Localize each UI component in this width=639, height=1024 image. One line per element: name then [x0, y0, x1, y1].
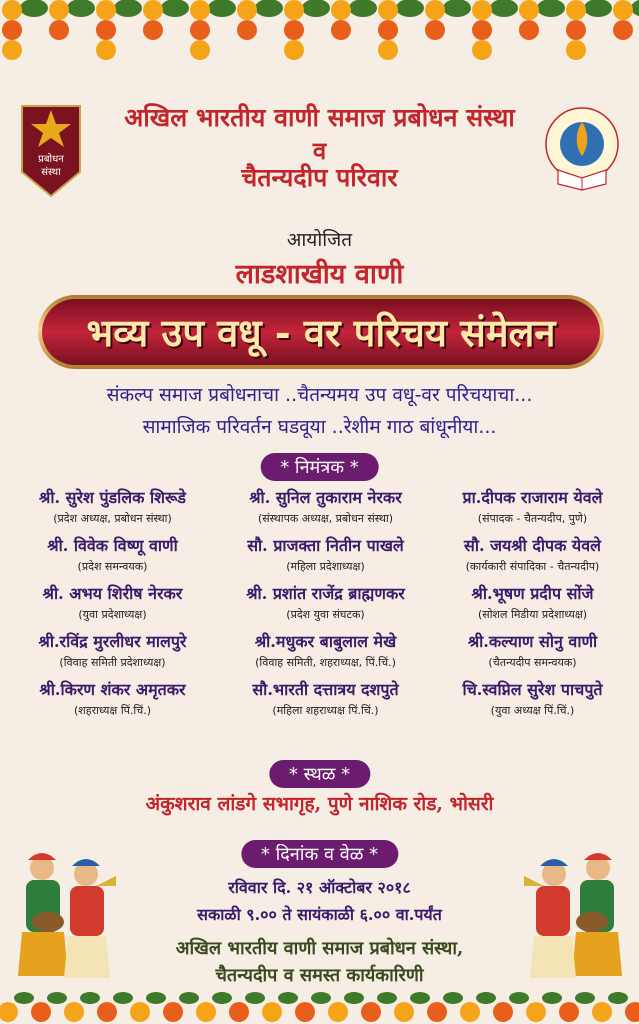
- marigold-flower: [613, 20, 633, 40]
- garland-leaf: [349, 0, 377, 17]
- inviter-role: (शहराध्यक्ष पिं.चिं.): [73, 704, 152, 717]
- garland-leaf: [113, 992, 133, 1004]
- inviter-name: श्री.किरण शंकर अमृतकर: [39, 680, 186, 699]
- marigold-flower: [0, 1002, 18, 1022]
- footer-line-2: चैतन्यदीप व समस्त कार्यकारिणी: [215, 965, 424, 986]
- garland-leaf: [509, 992, 529, 1004]
- marigold-flower: [526, 1002, 546, 1022]
- marigold-flower: [284, 40, 304, 60]
- marigold-flower: [331, 0, 351, 20]
- inviter-role: (युवा अध्यक्ष पिं.चिं.): [490, 704, 575, 717]
- marigold-flower: [472, 20, 492, 40]
- musicians-illustration-left: [8, 846, 118, 986]
- inviter-item: [219, 581, 432, 629]
- inviter-name: श्री. अभय शिरीष नेरकर: [42, 584, 183, 603]
- inviter-role: (महिला प्रदेशाध्यक्ष): [286, 560, 365, 573]
- garland-leaf: [67, 0, 95, 17]
- inviter-name: सौ. प्राजक्ता नितीन पाखले: [247, 536, 404, 555]
- marigold-flower: [613, 0, 633, 20]
- marigold-flower: [97, 1002, 117, 1022]
- event-title: भव्य उप वधू - वर परिचय संमेलन: [86, 310, 556, 355]
- tagline-1: संकल्प समाज प्रबोधनाचा ..चैतन्यमय उप वधू-वर परिचयाचा...: [106, 384, 533, 406]
- garland-leaf: [208, 0, 236, 17]
- marigold-flower: [2, 20, 22, 40]
- marigold-flower: [378, 20, 398, 40]
- marigold-flower: [284, 20, 304, 40]
- footer-line-1: अखिल भारतीय वाणी समाज प्रबोधन संस्था,: [175, 938, 464, 959]
- inviter-name: सौ. जयश्री दीपक येवले: [464, 536, 601, 555]
- marigold-flower: [427, 1002, 447, 1022]
- venue-heading: * स्थळ *: [269, 760, 370, 788]
- marigold-flower: [378, 40, 398, 60]
- marigold-flower: [96, 20, 116, 40]
- conjunction-text: व: [312, 136, 327, 165]
- marigold-flower: [328, 1002, 348, 1022]
- marigold-flower: [190, 40, 210, 60]
- inviter-item: [219, 485, 432, 533]
- event-title-banner-inner: [42, 299, 600, 365]
- marigold-flower: [163, 1002, 183, 1022]
- inviter-role: (कार्यकारी संपादिका - चैतन्यदीप): [465, 560, 600, 573]
- garland-leaf: [302, 0, 330, 17]
- inviter-item: [432, 533, 633, 581]
- marigold-flower: [425, 0, 445, 20]
- inviter-item: [219, 677, 432, 725]
- garland-leaf: [311, 992, 331, 1004]
- marigold-flower: [361, 1002, 381, 1022]
- garland-leaf: [278, 992, 298, 1004]
- garland-leaf: [146, 992, 166, 1004]
- marigold-garland-bottom: [0, 984, 639, 1024]
- marigold-flower: [143, 0, 163, 20]
- community-name: लाडशाखीय वाणी: [235, 259, 404, 290]
- marigold-flower: [566, 40, 586, 60]
- marigold-flower: [566, 20, 586, 40]
- inviter-name: चि.स्वप्निल सुरेश पाचपुते: [462, 680, 603, 699]
- marigold-flower: [472, 0, 492, 20]
- marigold-flower: [592, 1002, 612, 1022]
- marigold-flower: [196, 1002, 216, 1022]
- inviter-role: (महिला शहराध्यक्ष पिं.चिं.): [272, 704, 379, 717]
- inviter-item: [219, 533, 432, 581]
- garland-leaf: [608, 992, 628, 1004]
- organization-name: अखिल भारतीय वाणी समाज प्रबोधन संस्था: [124, 103, 515, 132]
- marigold-flower: [394, 1002, 414, 1022]
- marigold-flower: [49, 0, 69, 20]
- inviter-role: (प्रदेश समन्वयक): [77, 560, 148, 573]
- marigold-flower: [190, 0, 210, 20]
- logo-left-text-2: संस्था: [41, 167, 61, 178]
- inviter-name: श्री.रविंद्र मुरलीधर मालपुरे: [38, 632, 187, 651]
- inviter-role: (सोशल मिडीया प्रदेशाध्यक्ष): [477, 608, 588, 621]
- inviter-role: (संपादक - चैतन्यदीप, पुणे): [477, 512, 588, 525]
- marigold-flower: [237, 0, 257, 20]
- marigold-flower: [96, 40, 116, 60]
- marigold-flower: [2, 0, 22, 20]
- garland-leaf: [161, 0, 189, 17]
- marigold-flower: [519, 0, 539, 20]
- marigold-flower: [49, 20, 69, 40]
- garland-leaf: [179, 992, 199, 1004]
- marigold-flower: [559, 1002, 579, 1022]
- marigold-flower: [566, 0, 586, 20]
- musicians-illustration-right: [522, 846, 632, 986]
- tagline-2: सामाजिक परिवर्तन घडवूया ..रेशीम गाठ बांधूनीया...: [142, 416, 497, 438]
- event-time: सकाळी ९.०० ते सायंकाळी ६.०० वा.पर्यंत: [197, 905, 442, 924]
- inviter-role: (विवाह समिती, शहराध्यक्ष, पिं.चिं.): [255, 656, 396, 669]
- inviter-role: (विवाह समिती प्रदेशाध्यक्ष): [59, 656, 166, 669]
- marigold-flower: [229, 1002, 249, 1022]
- inviter-role: (प्रदेश अध्यक्ष, प्रबोधन संस्था): [53, 512, 172, 525]
- marigold-flower: [295, 1002, 315, 1022]
- inviter-name: श्री. प्रशांत राजेंद्र ब्राह्मणकर: [246, 584, 405, 603]
- marigold-flower: [460, 1002, 480, 1022]
- inviter-name: श्री. विवेक विष्णू वाणी: [47, 536, 178, 555]
- garland-leaf: [584, 0, 612, 17]
- garland-leaf: [443, 0, 471, 17]
- inviters-heading: * निमंत्रक *: [260, 453, 379, 481]
- inviter-name: श्री.मधुकर बाबुलाल मेखे: [254, 632, 397, 651]
- inviter-item: [432, 485, 633, 533]
- garland-leaf: [14, 992, 34, 1004]
- inviter-item: [432, 581, 633, 629]
- garland-leaf: [344, 992, 364, 1004]
- garland-leaf: [245, 992, 265, 1004]
- inviter-item: [6, 485, 219, 533]
- garland-leaf: [114, 0, 142, 17]
- garland-leaf: [80, 992, 100, 1004]
- garland-leaf: [537, 0, 565, 17]
- garland-leaf: [255, 0, 283, 17]
- marigold-flower: [237, 20, 257, 40]
- garland-leaf: [47, 992, 67, 1004]
- inviter-name: श्री. सुरेश पुंडलिक शिरूडे: [39, 488, 186, 507]
- marigold-flower: [96, 0, 116, 20]
- inviter-item: [6, 677, 219, 725]
- inviter-item: [432, 629, 633, 677]
- inviter-item: [6, 533, 219, 581]
- inviter-item: [219, 629, 432, 677]
- organized-label: आयोजित: [286, 229, 353, 251]
- marigold-flower: [190, 20, 210, 40]
- marigold-flower: [130, 1002, 150, 1022]
- inviter-role: (संस्थापक अध्यक्ष, प्रबोधन संस्था): [257, 512, 394, 525]
- inviter-role: (युवा प्रदेशाध्यक्ष): [78, 608, 147, 621]
- marigold-flower: [262, 1002, 282, 1022]
- inviter-role: (चैतन्यदीप समन्वयक): [488, 656, 577, 669]
- event-date: रविवार दि. २१ ऑक्टोबर २०१८: [228, 878, 411, 897]
- garland-leaf: [476, 992, 496, 1004]
- garland-leaf: [20, 0, 48, 17]
- inviter-name: श्री. सुनिल तुकाराम नेरकर: [249, 488, 402, 507]
- marigold-flower: [31, 1002, 51, 1022]
- datetime-heading: * दिनांक व वेळ *: [241, 840, 398, 868]
- inviter-name: श्री.भूषण प्रदीप सोंजे: [471, 584, 594, 603]
- venue-address: अंकुशराव लांडगे सभागृह, पुणे नाशिक रोड, भोसरी: [145, 793, 494, 815]
- event-title-banner: [38, 295, 604, 369]
- marigold-flower: [625, 1002, 639, 1022]
- inviter-name: श्री.कल्याण सोनु वाणी: [467, 632, 598, 651]
- marigold-flower: [143, 20, 163, 40]
- marigold-flower: [2, 40, 22, 60]
- marigold-flower: [64, 1002, 84, 1022]
- family-name: चैतन्यदीप परिवार: [241, 163, 398, 192]
- garland-leaf: [410, 992, 430, 1004]
- marigold-flower: [519, 20, 539, 40]
- marigold-garland-top: [0, 0, 639, 80]
- inviter-role: (प्रदेश युवा संघटक): [286, 608, 365, 621]
- garland-leaf: [212, 992, 232, 1004]
- marigold-flower: [493, 1002, 513, 1022]
- logo-left-text-1: प्रबोधन: [38, 154, 64, 165]
- marigold-flower: [378, 0, 398, 20]
- garland-leaf: [542, 992, 562, 1004]
- inviter-item: [432, 677, 633, 725]
- garland-leaf: [575, 992, 595, 1004]
- inviter-name: सौ.भारती दत्तात्रय दशपुते: [252, 680, 399, 699]
- marigold-flower: [331, 20, 351, 40]
- inviter-item: [6, 629, 219, 677]
- garland-leaf: [443, 992, 463, 1004]
- marigold-flower: [284, 0, 304, 20]
- garland-leaf: [396, 0, 424, 17]
- garland-leaf: [490, 0, 518, 17]
- marigold-flower: [472, 40, 492, 60]
- inviter-item: [6, 581, 219, 629]
- marigold-flower: [425, 20, 445, 40]
- inviter-name: प्रा.दीपक राजाराम येवले: [462, 488, 603, 507]
- inviters-grid: [6, 485, 633, 725]
- garland-leaf: [377, 992, 397, 1004]
